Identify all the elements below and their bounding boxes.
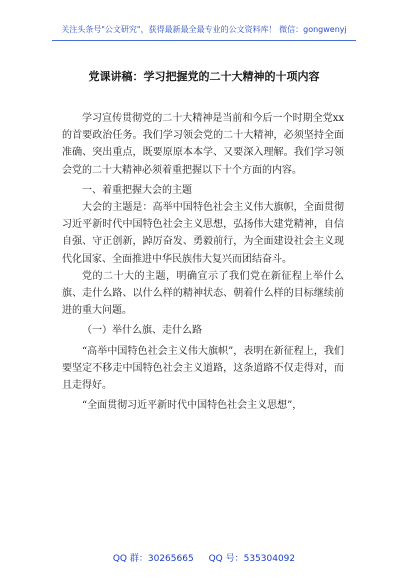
- footer-qq-number: QQ 号：535304092: [208, 554, 296, 564]
- footer-qq-group: QQ 群：30265665: [112, 554, 194, 564]
- subsection-heading-1: （一）举什么旗、走什么路: [82, 325, 202, 337]
- footer-contact: [0, 551, 408, 564]
- document-title: 党课讲稿：学习把握党的二十大精神的十项内容: [88, 70, 320, 83]
- paragraph-thought: “全面贯彻习近平新时代中国特色社会主义思想”，: [82, 400, 303, 412]
- header-promo-note: 关注头条号"公文研究"，获得最新最全最专业的公文资料库！ 微信：gongwenyj: [61, 25, 347, 34]
- paragraph-banner: “高举中国特色社会主义伟大旗帜”，表明在新征程上，我们要坚定不移走中国特色社会主义道路，这条道路不仅走得对，而且走得好。: [62, 345, 344, 392]
- section-heading-1: 一、着重把握大会的主题: [82, 184, 192, 196]
- paragraph-theme: 大会的主题是：高举中国特色社会主义伟大旗帜，全面贯彻习近平新时代中国特色社会主义思想，弘扬伟大建党精神，自信自强、守正创新，踔厉奋发、勇毅前行，为全面建设社会主义现代化国家、全面推进中华民族伟大复兴而团结奋斗。: [62, 202, 344, 265]
- header-divider: [52, 40, 356, 41]
- paragraph-theme-meaning: 党的二十大的主题，明确宣示了我们党在新征程上举什么旗、走什么路、以什么样的精神状态、朝着什么样的目标继续前进的重大问题。: [62, 270, 344, 317]
- paragraph-intro: 学习宣传贯彻党的二十大精神是当前和今后一个时期全党xx的首要政治任务。我们学习领会党的二十大精神，必须坚持全面准确、突出重点，既要原原本本学、又要深入理解。我们学习领会党的二十大精神必须着重把握以下十个方面的内容。: [62, 113, 344, 176]
- document-body: [62, 110, 344, 414]
